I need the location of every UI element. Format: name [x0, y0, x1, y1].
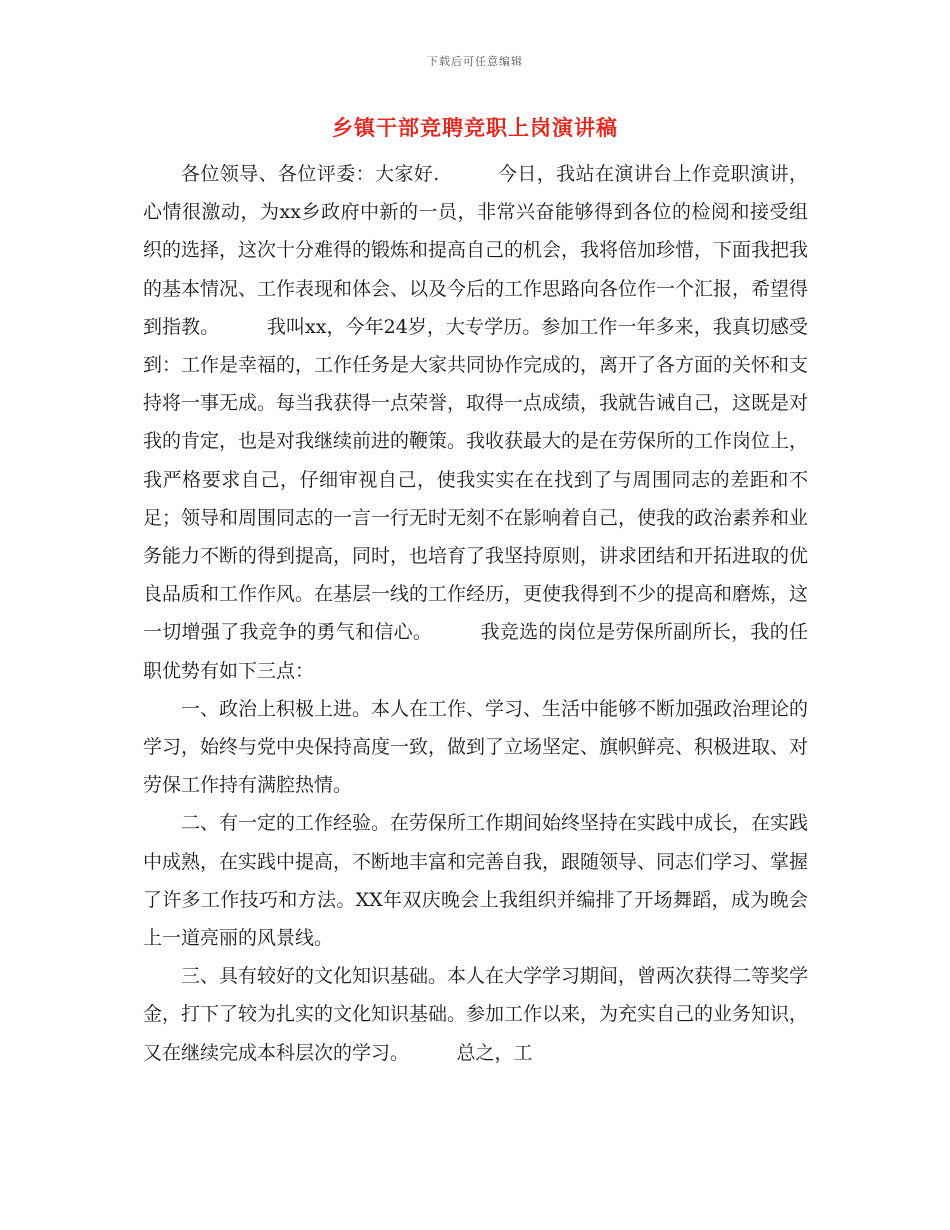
paragraph-point-2: 二、有一定的工作经验。在劳保所工作期间始终坚持在实践中成长，在实践中成熟，在实践中提高，不断地丰富和完善自我，跟随领导、同志们学习、掌握了许多工作技巧和方法。XX年双庆晚会上我组织并编排了开场舞蹈，成为晚会上一道亮丽的风景线。	[143, 812, 809, 950]
paragraph-point-3: 三、具有较好的文化知识基础。本人在大学学习期间，曾两次获得二等奖学金，打下了较为扎实的文化知识基础。参加工作以来，为充实自己的业务知识，又在继续完成本科层次的学习。 总之，工	[143, 965, 809, 1064]
paragraph-intro: 各位领导、各位评委：大家好. 今日，我站在演讲台上作竞职演讲，心情很激动，为xx乡政府中新的一员，非常兴奋能够得到各位的检阅和接受组织的选择，这次十分难得的锻炼和提高自己的机会，我将倍加珍惜，下面我把我的基本情况、工作表现和体会、以及今后的工作思路向各位作一个汇报，希望得到指教。 我叫xx，今年24岁，大专学历。参加工作一年多来，我真切感受到：工作是幸福的，工作任务是大家共同协作完成的，离开了各方面的关怀和支持将一事无成。每当我获得一点荣誉，取得一点成绩，我就告诫自己，这既是对我的肯定，也是对我继续前进的鞭策。我收获最大的是在劳保所的工作岗位上，我严格要求自己，仔细审视自己，使我实实在在找到了与周围同志的差距和不足；领导和周围同志的一言一行无时无刻不在影响着自己，使我的政治素养和业务能力不断的得到提高，同时，也培育了我坚持原则，讲求团结和开拓进取的优良品质和工作作风。在基层一线的工作经历，更使我得到不少的提高和磨炼，这一切增强了我竞争的勇气和信心。 我竞选的岗位是劳保所副所长，我的任职优势有如下三点：	[143, 163, 809, 682]
header-note: 下载后可任意编辑	[427, 55, 523, 68]
paragraph-point-1: 一、政治上积极上进。本人在工作、学习、生活中能够不断加强政治理论的学习，始终与党中央保持高度一致，做到了立场坚定、旗帜鲜亮、积极进取、对劳保工作持有满腔热情。	[143, 697, 809, 797]
document-title: 乡镇干部竞聘竞职上岗演讲稿	[332, 115, 618, 140]
document-body	[143, 155, 808, 1072]
